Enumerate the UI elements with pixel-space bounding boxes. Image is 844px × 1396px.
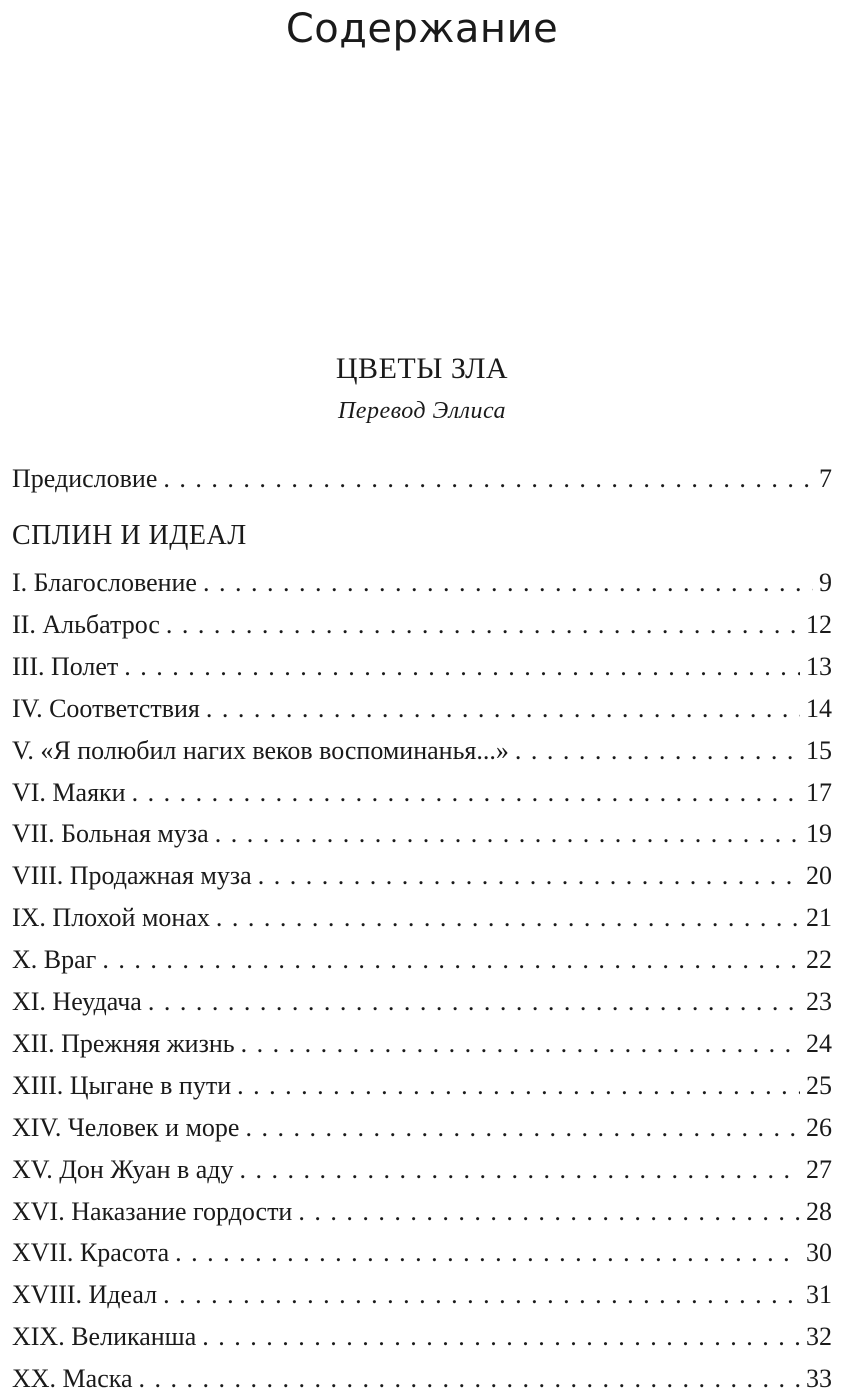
- toc-entry[interactable]: [12, 985, 832, 1019]
- toc-entry-title: XV. Дон Жуан в аду: [12, 1154, 234, 1184]
- toc-entry[interactable]: [12, 692, 832, 726]
- toc-entry[interactable]: [12, 734, 832, 768]
- toc-entry[interactable]: [12, 1069, 832, 1103]
- toc-dot-leader: [163, 462, 813, 496]
- toc-page-number: 30: [806, 1238, 832, 1268]
- toc-page-number: 9: [819, 568, 832, 597]
- toc-entry-title: II. Альбатрос: [12, 609, 160, 639]
- toc-entry-title: XII. Прежняя жизнь: [12, 1028, 235, 1058]
- toc-dot-leader: [202, 1320, 800, 1354]
- toc-dot-leader: [298, 1195, 800, 1229]
- toc-dot-leader: [102, 943, 800, 977]
- toc-entry[interactable]: [12, 1111, 832, 1145]
- toc-entry-title: XIII. Цыгане в пути: [12, 1070, 232, 1100]
- toc-entry-title: XVIII. Идеал: [12, 1280, 158, 1310]
- toc-entry-title: VIII. Продажная муза: [12, 861, 252, 891]
- toc-dot-leader: [203, 566, 813, 600]
- toc-page-number: 23: [806, 987, 832, 1016]
- toc-entry[interactable]: [12, 1027, 832, 1061]
- toc-dot-leader: [245, 1111, 800, 1145]
- toc-dot-leader: [124, 650, 800, 684]
- toc-entry[interactable]: [12, 650, 832, 684]
- toc-page-number: 22: [806, 945, 832, 975]
- toc-page-number: 21: [806, 903, 832, 933]
- toc-entry[interactable]: [12, 1278, 832, 1312]
- toc-dot-leader: [240, 1153, 800, 1187]
- toc-dot-leader: [139, 1362, 800, 1396]
- toc-entry-title: VII. Больная муза: [12, 819, 209, 849]
- toc-entry-title: IX. Плохой монах: [12, 903, 210, 933]
- toc-dot-leader: [206, 692, 800, 726]
- toc-dot-leader: [237, 1069, 800, 1103]
- toc-entry[interactable]: [12, 1153, 832, 1187]
- toc-dot-leader: [215, 817, 800, 851]
- toc-dot-leader: [166, 608, 800, 642]
- toc-entry-title: IV. Соответствия: [12, 693, 200, 723]
- toc-page-number: 24: [806, 1028, 832, 1058]
- toc-entry-title: III. Полет: [12, 651, 119, 681]
- toc-entry[interactable]: [12, 608, 832, 642]
- toc-page-number: 31: [806, 1280, 832, 1310]
- toc-entry-title: XVII. Красота: [12, 1238, 170, 1268]
- book-title: ЦВЕТЫ ЗЛА: [335, 352, 509, 385]
- toc-dot-leader: [163, 1278, 800, 1312]
- toc-page-number: 19: [806, 819, 832, 849]
- page-title: Содержание: [285, 6, 559, 52]
- toc-entry-title: X. Враг: [12, 945, 97, 975]
- toc-entry-title: V. «Я полюбил нагих веков воспоминанья...»: [12, 735, 509, 765]
- toc-entry-title: XI. Неудача: [12, 987, 142, 1016]
- toc-entry-title: XX. Маска: [12, 1364, 133, 1394]
- toc-entry-title: XIX. Великанша: [12, 1322, 197, 1352]
- toc-page-number: 7: [819, 464, 832, 493]
- toc-entry[interactable]: [12, 859, 832, 893]
- toc-entry-title: VI. Маяки: [12, 777, 126, 807]
- toc-entry-title: I. Благословение: [12, 568, 197, 597]
- toc-dot-leader: [258, 859, 800, 893]
- toc-dot-leader: [148, 985, 800, 1019]
- toc-page-number: 17: [806, 777, 832, 807]
- toc-entry-title: XIV. Человек и море: [12, 1112, 240, 1142]
- toc-page-number: 27: [806, 1154, 832, 1184]
- toc-page-number: 25: [806, 1070, 832, 1100]
- toc-page-number: 13: [806, 651, 832, 681]
- toc-dot-leader: [132, 776, 800, 810]
- toc-page-number: 20: [806, 861, 832, 891]
- toc-entry[interactable]: [12, 776, 832, 810]
- toc-page-number: 33: [806, 1364, 832, 1394]
- toc-page-number: 14: [806, 693, 832, 723]
- toc-entry[interactable]: [12, 901, 832, 935]
- toc-entry[interactable]: [12, 1236, 832, 1270]
- toc-entry-preface[interactable]: [12, 462, 832, 496]
- toc-entry[interactable]: [12, 566, 832, 600]
- toc-dot-leader: [175, 1236, 800, 1270]
- toc-dot-leader: [515, 734, 800, 768]
- toc-dot-leader: [216, 901, 800, 935]
- toc-dot-leader: [241, 1027, 800, 1061]
- toc-page-number: 26: [806, 1112, 832, 1142]
- toc-entry[interactable]: [12, 1362, 832, 1396]
- toc-entry-title: Предисловие: [12, 464, 158, 493]
- toc-page-number: 32: [806, 1322, 832, 1352]
- translator-subtitle: Перевод Эллиса: [337, 398, 507, 424]
- toc-entry[interactable]: [12, 943, 832, 977]
- toc-page-number: 15: [806, 735, 832, 765]
- toc-page-number: 12: [806, 609, 832, 639]
- toc-entry[interactable]: [12, 817, 832, 851]
- toc-entry[interactable]: [12, 1320, 832, 1354]
- toc-entry-title: XVI. Наказание гордости: [12, 1196, 293, 1226]
- toc-page-number: 28: [806, 1196, 832, 1226]
- section-heading: СПЛИН И ИДЕАЛ: [12, 520, 247, 551]
- toc-entry[interactable]: [12, 1195, 832, 1229]
